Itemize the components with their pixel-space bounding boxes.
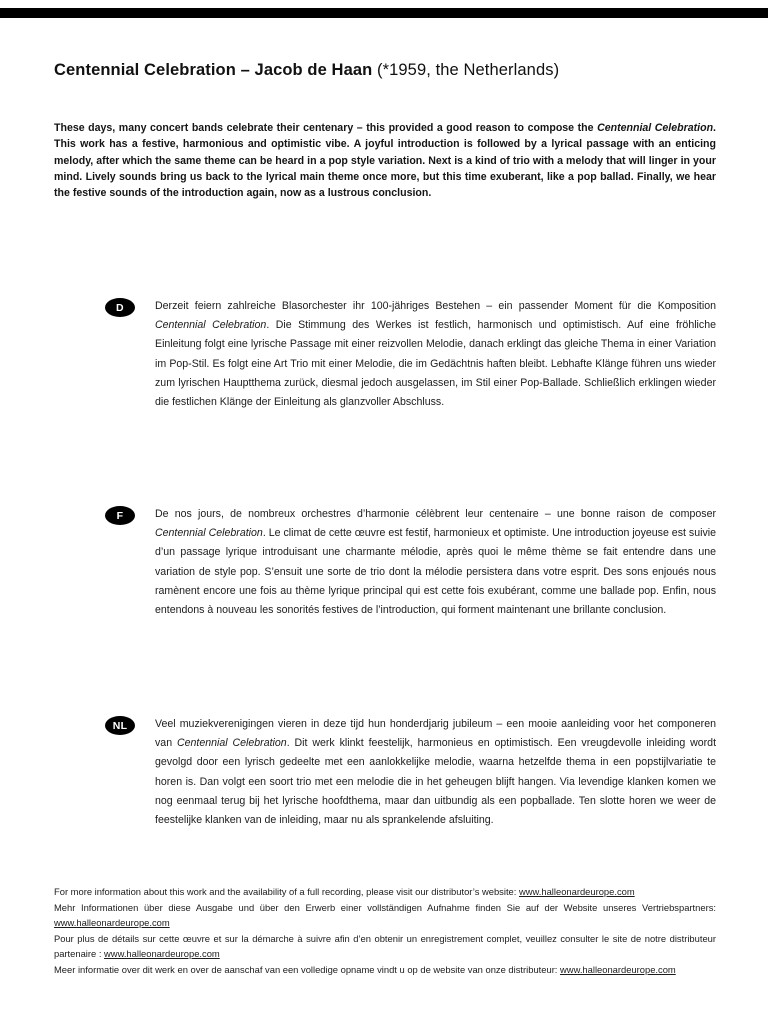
french-text-before: De nos jours, de nombreux orchestres d’harmonie célèbrent leur centenaire – une bonne raison de composer: [155, 508, 716, 520]
language-badge-d: D: [105, 298, 135, 317]
work-title-italic: Centennial Celebration: [176, 737, 287, 750]
english-text-after: . This work has a festive, harmonious and optimistic vibe. A joyful introduction is followed by a lyrical passage with an enticing melody, after which the same theme can be heard in a pop style variation. Next is a kind of trio with a melody that will linger in your mind. Lively sounds bring us back to the lyrical main theme once more, but this time exuberant, like a pop ballad. Finally, we hear the festive sounds of the introduction again, now as a lustrous conclusion.: [54, 122, 716, 200]
footer-text-german: Mehr Informationen über diese Ausgabe und über den Erwerb einer vollständigen Aufnahme finden Sie auf der Website unseres Vertriebspartners:: [54, 901, 716, 913]
french-program-note: [155, 505, 716, 620]
german-program-note: [155, 297, 716, 412]
page-title: [54, 60, 716, 80]
work-title-italic: Centennial Celebration: [597, 122, 714, 134]
footer-text-dutch: Meer informatie over dit werk en over de aanschaf van een volledige opname vindt u op de website van onze distributeur:: [54, 963, 561, 975]
footer-line-english: [54, 884, 716, 900]
composer-birth-info: (*1959, the Netherlands): [372, 61, 560, 79]
footer-line-dutch: [54, 962, 716, 978]
distributor-link-french[interactable]: www.halleonardeurope.com: [104, 948, 220, 960]
language-badge-nl: NL: [105, 716, 135, 735]
top-rule-bar: [0, 8, 768, 18]
footer-text-english: For more information about this work and the availability of a full recording, please visit our distributor’s website:: [54, 886, 519, 897]
german-text-after: . Die Stimmung des Werkes ist festlich, harmonisch und optimistisch. Auf eine fröhliche Einleitung folgt eine lyrische Passage mit einer reizvollen Melodie, danach erklingt das gleiche Thema in einer Variation im Pop-Stil. Es folgt eine Art Trio mit einer Melodie, die im Gedächtnis haften bleibt. Lebhafte Klänge führen uns wieder zum lyrischen Hauptthema zurück, diesmal jedoch ausgelassen, im Stil einer Pop-Ballade. Schließlich erklingen wieder die festlichen Klänge der Einleitung als glanzvoller Abschluss.: [155, 319, 716, 409]
footer-line-german: [54, 900, 716, 931]
work-and-composer-title: Centennial Celebration – Jacob de Haan: [54, 61, 373, 79]
distributor-info-footer: [54, 884, 716, 978]
german-text-before: Derzeit feiern zahlreiche Blasorchester ihr 100-jähriges Bestehen – ein passender Moment für die Komposition: [155, 300, 716, 312]
section-german: [105, 297, 716, 412]
distributor-link-german[interactable]: www.halleonardeurope.com: [54, 917, 170, 929]
english-program-note: [54, 120, 716, 201]
distributor-link-dutch[interactable]: www.halleonardeurope.com: [560, 963, 676, 975]
distributor-link-english[interactable]: www.halleonardeurope.com: [518, 886, 635, 897]
section-french: [105, 505, 716, 620]
french-text-after: . Le climat de cette œuvre est festif, harmonieux et optimiste. Une introduction joyeuse est suivie d’un passage lyrique introduisant une charmante mélodie, après quoi le même thème se fait entendre dans une variation de style pop. S’ensuit une sorte de trio dont la mélodie persistera dans votre esprit. Des sons enjoués nous ramènent encore une fois au thème lyrique principal qui est cette fois exubérant, comme une ballade pop. Enfin, nous entendons à nouveau les sonorités festives de l’introduction, qui forment maintenant une brillante conclusion.: [155, 527, 716, 617]
language-badge-f: F: [105, 506, 135, 525]
footer-line-french: [54, 931, 716, 962]
work-title-italic: Centennial Celebration: [155, 319, 267, 332]
dutch-program-note: [155, 715, 716, 830]
dutch-text-after: . Dit werk klinkt feestelijk, harmonieus en optimistisch. Een vreugdevolle inleiding wordt gevolgd door een lyrisch gedeelte met een aanlokkelijke melodie, waarna hetzelfde thema in een popstijlvariatie te horen is. Dan volgt een soort trio met een melodie die in het geheugen blijft hangen. Via levendige klanken komen we nog eenmaal terug bij het lyrische hoofdthema, maar dan uitbundig als een popballade. Ten slotte horen we weer de feestelijke klanken van de inleiding, maar nu als sprankelende afsluiting.: [155, 737, 717, 827]
dutch-text-before: Veel muziekverenigingen vieren in deze tijd hun honderdjarig jubileum – een mooie aanleiding voor het componeren van: [155, 718, 716, 750]
work-title-italic: Centennial Celebration: [155, 527, 263, 540]
section-dutch: [105, 715, 716, 830]
footer-text-french: Pour plus de détails sur cette œuvre et sur la démarche à suivre afin d’en obtenir un enregistrement complet, veuillez consulter le site de notre distributeur partenaire :: [54, 932, 716, 960]
english-text-before: These days, many concert bands celebrate their centenary – this provided a good reason to compose the: [54, 122, 598, 134]
